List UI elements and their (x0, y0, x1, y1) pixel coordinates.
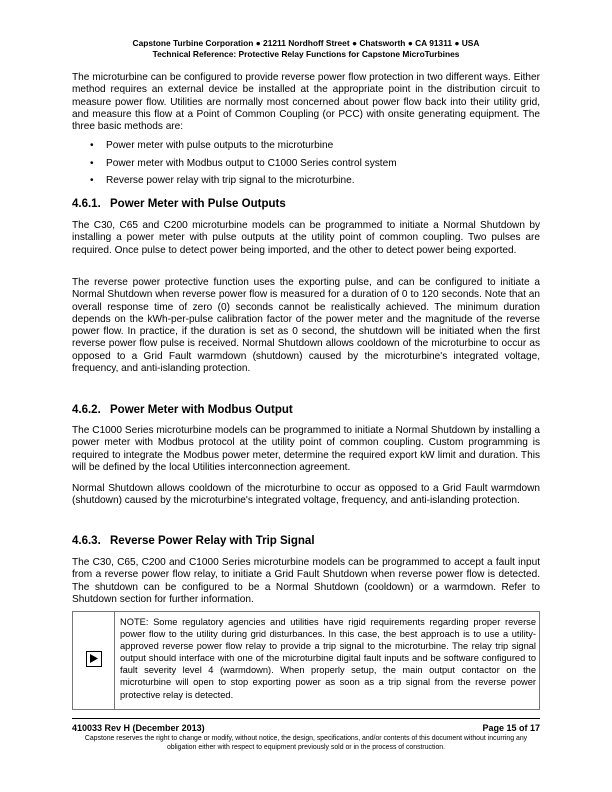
play-arrow-icon (86, 651, 102, 667)
note-icon-cell (73, 612, 115, 709)
section-number: 4.6.1. (72, 198, 101, 210)
bullet-dot-icon: • (90, 157, 94, 169)
section-heading-4-6-2 (72, 403, 540, 417)
bullet-item: • Power meter with pulse outputs to the microturbine (90, 140, 334, 151)
section-number: 4.6.2. (72, 404, 101, 416)
section-heading-4-6-3 (72, 534, 540, 548)
section-4-6-2-paragraph-1: The C1000 Series microturbine models can be programmed to initiate a Normal Shutdown by installing a power meter with Modbus protocol at the utility point of common coupling. Custom programming is required to integrate the Modbus power meter, determine the required export kW limit and duration. This will be defined by the local Utilities interconnection agreement. (72, 425, 540, 473)
section-4-6-1-paragraph-1: The C30, C65 and C200 microturbine models can be programmed to initiate a Normal Shutdown by installing a power meter with pulse outputs at the utility point of common coupling. Two pulses are required. Once pulse to detect power being imported, and the other to detect power being exported. (72, 220, 540, 256)
page-header (72, 38, 540, 59)
footer-document-id: 410033 Rev H (December 2013) (72, 723, 205, 733)
bullet-dot-icon: • (90, 175, 94, 186)
section-heading-4-6-1 (72, 197, 540, 211)
section-title: Power Meter with Modbus Output (110, 404, 293, 416)
section-4-6-2-paragraph-2: Normal Shutdown allows cooldown of the microturbine to occur as opposed to a Grid Fault warmdown (shutdown) caused by the microturbine's integrated voltage, frequency, and anti-islanding protection. (72, 483, 540, 507)
methods-bullet-list (72, 140, 540, 193)
intro-paragraph: The microturbine can be configured to provide reverse power flow protection in two different ways. Either method requires an external device be installed at the appropriate point in the distribution circuit to measure power flow. Utilities are normally most concerned about power flow back into their utility grid, and measure this flow at a Point of Common Coupling (or PCC) with onsite generating equipment. The three basic methods are: (72, 72, 540, 133)
footer-divider (72, 718, 540, 719)
note-box (72, 611, 540, 710)
header-company-address: Capstone Turbine Corporation ● 21211 Nordhoff Street ● Chatsworth ● CA 91311 ● USA (132, 38, 480, 48)
header-document-title: Technical Reference: Protective Relay Functions for Capstone MicroTurbines (152, 48, 460, 59)
section-4-6-3-paragraph-1: The C30, C65, C200 and C1000 Series microturbine models can be programmed to accept a fault input from a reverse power flow relay, to initiate a Grid Fault Shutdown when reverse power flow is detected. The shutdown can be configured to be a Normal Shutdown (cooldown) or a warmdown. Refer to Shutdown section for further information. (72, 557, 540, 605)
section-4-6-1-paragraph-2: The reverse power protective function uses the exporting pulse, and can be configured to initiate a Normal Shutdown when reverse power flow is measured for a duration of 0 to 120 seconds. Note that an overall response time of zero (0) seconds cannot be realistically achieved. The minimum duration depends on the kWh-per-pulse calibration factor of the power meter and the magnitude of the reverse power flow. In practice, if the duration is set as 0 second, the shutdown will be initiated when the first reverse power flow pulse is received. Normal Shutdown allows cooldown of the microturbine to occur as opposed to a Grid Fault warmdown (shutdown) caused by the microturbine's integrated voltage, frequency, and anti-islanding protection. (72, 277, 540, 375)
section-title: Power Meter with Pulse Outputs (110, 198, 286, 210)
note-text: NOTE: Some regulatory agencies and utilities have rigid requirements regarding proper reverse power flow to the utility during grid disturbances. In this case, the best approach is to use a utility-approved reverse power flow relay to provide a trip signal to the microturbine. The relay trip signal output should interface with one of the microturbine digital fault inputs and be software configured to fault severity level 4 (warmdown). When properly setup, the main output contactor on the microturbine will open to stop exporting power as soon as a trip signal from the reverse power protective relay is detected. (120, 617, 536, 700)
bullet-dot-icon: • (90, 140, 94, 151)
bullet-item: • Reverse power relay with trip signal to the microturbine. (90, 175, 355, 186)
bullet-item: • Power meter with Modbus output to C1000 Series control system (90, 157, 397, 169)
section-title: Reverse Power Relay with Trip Signal (110, 535, 315, 547)
section-number: 4.6.3. (72, 535, 101, 547)
footer-disclaimer: Capstone reserves the right to change or modify, without notice, the design, specifications, and/or contents of this document without incurring any obligation either with respect to equipment previously sold or in the process of construction. (84, 735, 528, 751)
footer-page-number: Page 15 of 17 (482, 723, 540, 733)
